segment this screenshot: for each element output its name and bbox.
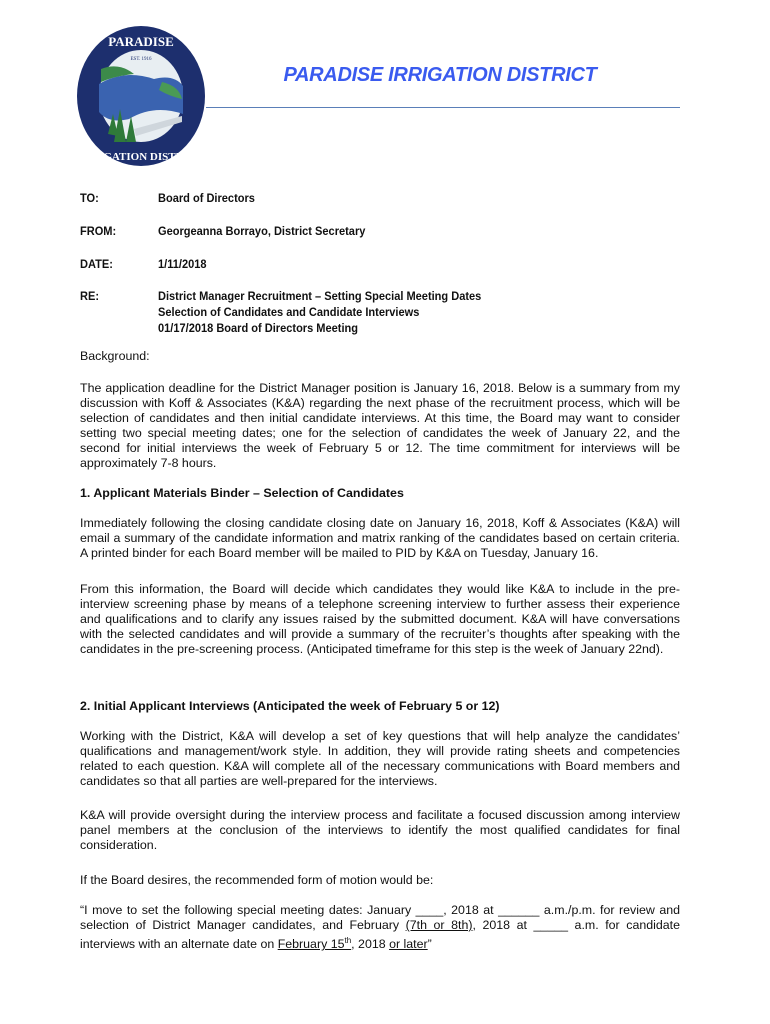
motion-text	[80, 903, 680, 952]
re-line: 01/17/2018 Board of Directors Meeting	[158, 321, 359, 335]
paragraph: Immediately following the closing candidate closing date on January 16, 2018, Koff & Associates (K&A) will email a summary of the candidate information and matrix ranking of the candidates based on certain criteria. A printed binder for each Board member will be mailed to PID by K&A on Tuesday, January 16.	[80, 516, 680, 560]
motion-underlined: or later	[389, 937, 428, 952]
from-label: FROM:	[80, 224, 117, 238]
to-label: TO:	[80, 191, 99, 205]
motion-underlined: February 15th	[277, 936, 352, 952]
header-divider	[206, 107, 680, 108]
re-line: District Manager Recruitment – Setting Special Meeting Dates	[158, 289, 482, 303]
svg-text:EST. 1916: EST. 1916	[130, 57, 152, 62]
re-line: Selection of Candidates and Candidate Interviews	[158, 305, 420, 319]
motion-underlined: (7th or 8th)	[405, 918, 473, 932]
paragraph: K&A will provide oversight during the interview process and facilitate a focused discussion among interview panel members at the conclusion of the interviews to identify the most qualified candidates for final consideration.	[80, 808, 680, 852]
re-label: RE:	[80, 289, 100, 303]
re-value	[158, 288, 481, 336]
date-label: DATE:	[80, 257, 113, 271]
paragraph: Working with the District, K&A will develop a set of key questions that will help analyze the candidates’ qualifications and management/work style. In addition, they will provide rating sheets and competencies related to each question. K&A will complete all of the necessary communications with Board members and candidates so that all parties are well-prepared for the interviews.	[80, 729, 680, 788]
background-label: Background:	[80, 349, 150, 363]
svg-text:IRRIGATION DISTRICT: IRRIGATION DISTRICT	[78, 151, 204, 163]
motion-part: “I move to set the following special meeting dates: January ____, 2018 at ______ a.m./p.m. for review and selection of District Manager candidates, and February	[80, 903, 680, 932]
to-value: Board of Directors	[158, 191, 255, 205]
date-value: 1/11/2018	[158, 257, 207, 271]
section-heading: 1. Applicant Materials Binder – Selection of Candidates	[80, 486, 404, 500]
organization-title: PARADISE IRRIGATION DISTRICT	[283, 64, 597, 86]
svg-text:PARADISE: PARADISE	[108, 34, 174, 49]
paragraph: The application deadline for the District Manager position is January 16, 2018. Below is a summary from my discussion with Koff & Associates (K&A) regarding the next phase of the recruitment process, which will be selection of candidates and then initial candidate interviews. At this time, the Board may want to consider setting two special meeting dates; one for the selection of candidates the week of January 22, and the second for initial interviews the week of February 5 or 12. The time commitment for interviews will be approximately 7-8 hours.	[80, 381, 680, 470]
motion-part: , 2018 at _____ a.m. for candidate interviews with an alternate date on	[80, 918, 680, 952]
from-value: Georgeanna Borrayo, District Secretary	[158, 224, 366, 238]
paragraph: If the Board desires, the recommended form of motion would be:	[80, 873, 434, 887]
district-logo	[74, 24, 208, 168]
motion-part: ”	[427, 937, 432, 952]
paragraph: From this information, the Board will decide which candidates they would like K&A to include in the pre-interview screening phase by means of a telephone screening interview to further assess their experience and qualifications and to clarify any issues raised by the submitted document. K&A will have conversations with the selected candidates and will provide a summary of the recruiter’s thoughts after speaking with the candidates in the pre-screening process. (Anticipated timeframe for this step is the week of January 22nd).	[80, 582, 680, 656]
section-heading: 2. Initial Applicant Interviews (Anticipated the week of February 5 or 12)	[80, 699, 500, 713]
motion-part: , 2018	[351, 937, 390, 952]
